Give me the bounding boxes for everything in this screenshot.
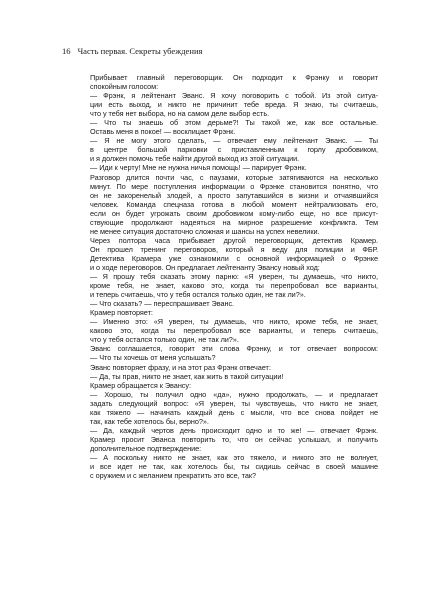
text-line: — Именно это: «Я уверен, ты думаешь, что никто, кроме тебя, не знает, [90,317,378,327]
text-line: так, как тебе хотелось бы, верно?». [90,416,209,426]
text-line: человек. Команда спецназа готова в любой момент нейтрализовать его, [90,199,378,209]
section-title: Часть первая. Секреты убеждения [77,46,203,56]
text-line: — Да, ты прав, никто не знает, как жить в такой ситуации! [90,371,284,381]
text-line: спокойным голосом: [90,82,159,92]
text-line: не менее ситуация достаточно сложная и шансы на успех невелики. [90,226,320,236]
text-line: каково это, когда ты перепробовал все варианты, и теперь считаешь, [90,326,378,336]
text-line: что у тебя нет выбора, но на самом деле выбор есть. [90,109,270,119]
text-line: Крамер обращается к Эвансу: [90,380,191,390]
text-line: задать следующий вопрос: «Я уверен, ты чувствуешь, что никто не знает, [90,398,378,408]
text-line: Он прошел тренинг переговоров, который я веду для полиции и ФБР. [90,244,378,254]
text-line: Разговор длится почти час, с паузами, которые затягиваются на несколько [90,172,378,182]
text-line: — Что ты знаешь об этом дерьме?! Ты такой же, как все остальные. [90,118,378,128]
text-line: и теперь считаешь, что у тебя остался только один, не так ли?». [90,290,306,300]
text-line: он не закоренелый злодей, а просто запутавшийся в жизни и отчаявшийся [90,190,378,200]
text-line: что у тебя остался только один, не так ли?». [90,335,239,345]
text-line: Через полтора часа прибывает другой переговорщик, детектив Крамер. [90,235,378,245]
text-line: минут. По мере поступления информации о Фрэнке становится понятно, что [90,181,378,191]
text-line: дополнительное подтверждение: [90,443,202,453]
text-line: и все идет не так, как хотелось бы, ты сидишь сейчас в своей машине [90,462,378,472]
text-line: Детектива Крамера уже ознакомили с основной информацией о Фрэнке [90,253,378,263]
text-line: и о ходе переговоров. Он предлагает лейтенанту Эвансу новый ход: [90,262,320,272]
text-line: в центре большой парковки с приставленным к горлу дробовиком, [90,145,378,155]
text-line: Крамер повторяет: [90,308,153,318]
text-line: ции есть выход, и никто не причинит тебе вреда. Я знаю, ты считаешь, [90,100,378,110]
text-line: — Фрэнк, я лейтенант Эванс. Я хочу поговорить с тобой. Из этой ситуа- [90,91,378,101]
text-line: — Хорошо, ты получил одно «да», нужно продолжать, — и предлагает [90,389,378,399]
text-line: — А поскольку никто не знает, как это тяжело, и никого это не волнует, [90,452,378,462]
text-line: Эванс соглашается, говорит эти слова Фрэнку, и тот отвечает вопросом: [90,344,378,354]
body-text [90,73,378,480]
text-line: как тяжело — начинать каждый день с мысли, что все снова пойдет не [90,407,378,417]
text-line: и я должен помочь тебе найти другой выход из этой ситуации. [90,154,300,164]
running-head [62,46,203,57]
text-line: кроме тебя, не знает, каково это, когда ты перепробовал все варианты, [90,281,378,291]
text-line: — Что сказать? — переспрашивает Эванс. [90,299,235,309]
page-number: 16 [62,46,71,56]
text-line: Эванс повторяет фразу, и на этот раз Фрэнк отвечает: [90,362,271,372]
text-line: ствующие продолжают надеяться на мирное разрешение конфликта. Тем [90,217,378,227]
text-line: — Да, каждый чертов день происходит одно и то же! — отвечает Фрэнк. [90,425,378,435]
text-line: Прибывает главный переговорщик. Он подходит к Фрэнку и говорит [90,73,378,82]
text-line: если он будет угрожать своим дробовиком кому-либо еще, но все присут- [90,208,378,218]
text-line: Оставь меня в покое! — восклицает Фрэнк. [90,127,236,137]
text-line: Крамер просит Эванса повторить то, что он сейчас услышал, и получить [90,434,378,444]
text-line: — Я не могу этого сделать, — отвечает ему лейтенант Эванс. — Ты [90,136,378,146]
text-line: с оружием и с желанием прекратить это все, так? [90,471,256,481]
text-line: — Иди к черту! Мне не нужна ничья помощь! — парирует Фрэнк. [90,163,307,173]
text-line: — Я прошу тебя сказать этому парню: «Я уверен, ты думаешь, что никто, [90,272,378,282]
text-line: — Что ты хочешь от меня услышать? [90,353,216,363]
